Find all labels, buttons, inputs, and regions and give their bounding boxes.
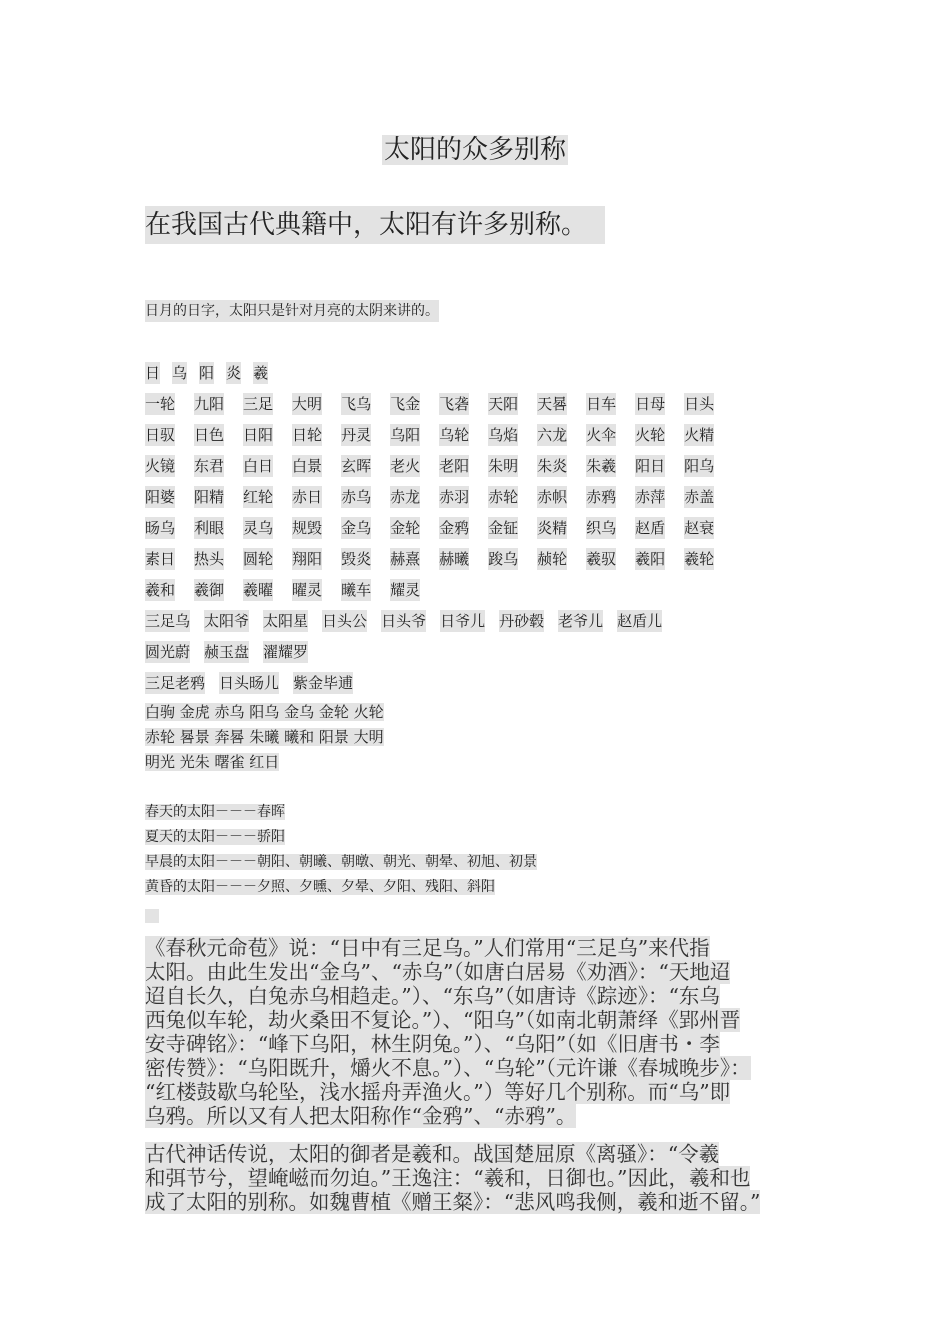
alias-name: 热头 <box>194 550 225 568</box>
alias-name: 旸乌 <box>145 519 176 537</box>
alias-name: 赫熹 <box>390 550 421 568</box>
alias-name: 阳精 <box>194 488 225 506</box>
paragraph-line: 乌鸦。所以又有人把太阳称作“金鸦”、“赤鸦”。 <box>145 1104 577 1128</box>
alias-name: 圆光蔚 <box>145 643 191 661</box>
paragraph-line: 太阳。由此生发出“金乌”、“赤乌”（如唐白居易《劝酒》：“天地迢 <box>145 960 731 984</box>
alias-name: 玄晖 <box>341 457 372 475</box>
alias-name: 赤日 <box>292 488 323 506</box>
alias-name: 羲和 <box>145 581 176 599</box>
alias-name: 日色 <box>194 426 225 444</box>
alias-name: 火精 <box>684 426 715 444</box>
alias-name: 赫曦 <box>439 550 470 568</box>
alias-name: 踆乌 <box>488 550 519 568</box>
alias-name: 丹灵 <box>341 426 372 444</box>
alias-name: 赤乌 <box>341 488 372 506</box>
alias-name: 赪玉盘 <box>204 643 250 661</box>
alias-name: 天晷 <box>537 395 568 413</box>
alias-name: 日轮 <box>292 426 323 444</box>
alias-name: 赤鸦 <box>586 488 617 506</box>
alias-name: 圆轮 <box>243 550 274 568</box>
alias-name-grid <box>145 362 745 703</box>
paragraph-line: 迢自长久，白兔赤乌相趋走。”）、“东乌”（如唐诗《踪迹》：“东乌 <box>145 984 720 1008</box>
alias-name-row <box>145 455 745 486</box>
alias-name: 乌轮 <box>439 426 470 444</box>
alias-name: 火镜 <box>145 457 176 475</box>
document-subtitle: 在我国古代典籍中，太阳有许多别称。 <box>145 206 605 244</box>
alias-name: 日车 <box>586 395 617 413</box>
alias-name: 赤萍 <box>635 488 666 506</box>
alias-name: 炎 <box>226 364 242 382</box>
alias-name-row <box>145 393 745 424</box>
alias-name: 耀灵 <box>390 581 421 599</box>
alias-name: 九阳 <box>194 395 225 413</box>
paragraph-line: 《春秋元命苞》说：“日中有三足乌。”人们常用“三足乌”来代指 <box>145 936 710 960</box>
alias-compact-row: 白驹 金虎 赤乌 阳乌 金乌 金轮 火轮 <box>145 703 384 721</box>
paragraph-line: 安寺碑铭》：“峰下乌阳，林生阴兔。”）、“乌阳”（如《旧唐书・李 <box>145 1032 720 1056</box>
paragraph-three-legged-crow <box>145 936 810 1128</box>
alias-compact-row: 明光 光朱 曙雀 红日 <box>145 753 280 771</box>
alias-name: 曜灵 <box>292 581 323 599</box>
alias-name: 金轮 <box>390 519 421 537</box>
alias-name: 赵盾 <box>635 519 666 537</box>
alias-name: 金乌 <box>341 519 372 537</box>
alias-name: 日母 <box>635 395 666 413</box>
alias-name: 素日 <box>145 550 176 568</box>
alias-name: 羲轮 <box>684 550 715 568</box>
alias-name: 太阳星 <box>263 612 309 630</box>
alias-compact-row: 赤轮 晷景 奔晷 朱曦 曦和 阳景 大明 <box>145 728 384 746</box>
alias-name: 赵衰 <box>684 519 715 537</box>
alias-name: 六龙 <box>537 426 568 444</box>
alias-name: 红轮 <box>243 488 274 506</box>
alias-name: 阳婆 <box>145 488 176 506</box>
alias-name: 三足 <box>243 395 274 413</box>
alias-name: 曦车 <box>341 581 372 599</box>
alias-name-row <box>145 548 745 579</box>
alias-name: 织乌 <box>586 519 617 537</box>
alias-name: 日 <box>145 364 161 382</box>
alias-name: 赵盾儿 <box>617 612 663 630</box>
alias-name-row <box>145 672 745 703</box>
alias-name: 赤轮 <box>488 488 519 506</box>
alias-name: 羲御 <box>194 581 225 599</box>
alias-name: 炎精 <box>537 519 568 537</box>
alias-name: 日阳 <box>243 426 274 444</box>
alias-name: 天阳 <box>488 395 519 413</box>
alias-name: 乌 <box>172 364 188 382</box>
alias-name: 规毁 <box>292 519 323 537</box>
alias-name: 羲阳 <box>635 550 666 568</box>
season-line: 春天的太阳－－－春晖 <box>145 804 285 820</box>
alias-name: 羲曜 <box>243 581 274 599</box>
alias-name: 火轮 <box>635 426 666 444</box>
alias-name: 赤盖 <box>684 488 715 506</box>
alias-name: 白日 <box>243 457 274 475</box>
season-line: 夏天的太阳－－－骄阳 <box>145 829 285 845</box>
alias-name: 赤羽 <box>439 488 470 506</box>
paragraph-line: 和弭节兮，望崦嵫而勿迫。”王逸注：“羲和，日御也。”因此，羲和也 <box>145 1166 751 1190</box>
alias-name: 阳乌 <box>684 457 715 475</box>
alias-name: 日驭 <box>145 426 176 444</box>
alias-name-row <box>145 486 745 517</box>
alias-name: 一轮 <box>145 395 176 413</box>
alias-name: 三足老鸦 <box>145 674 206 692</box>
alias-name: 金钲 <box>488 519 519 537</box>
paragraph-line: “红楼鼓歇乌轮坠，浅水摇舟弄渔火。”）等好几个别称。而“乌”即 <box>145 1080 731 1104</box>
paragraph-line: 西兔似车轮，劫火桑田不复论。”）、“阳乌”（如南北朝萧绎《郢州晋 <box>145 1008 741 1032</box>
alias-name: 老火 <box>390 457 421 475</box>
paragraph-line: 古代神话传说，太阳的御者是羲和。战国楚屈原《离骚》：“令羲 <box>145 1142 720 1166</box>
season-line: 黄昏的太阳－－－夕照、夕曛、夕晕、夕阳、残阳、斜阳 <box>145 879 495 895</box>
alias-name: 老爷儿 <box>558 612 604 630</box>
alias-name-row <box>145 641 745 672</box>
alias-name: 丹砂毂 <box>499 612 545 630</box>
alias-name: 乌焰 <box>488 426 519 444</box>
alias-name: 利眼 <box>194 519 225 537</box>
alias-name: 金鸦 <box>439 519 470 537</box>
alias-name: 赤龙 <box>390 488 421 506</box>
alias-name: 濯耀罗 <box>263 643 309 661</box>
alias-name: 日头旸儿 <box>219 674 280 692</box>
alias-name: 羲 <box>253 364 269 382</box>
alias-name: 阳 <box>199 364 215 382</box>
alias-name: 飞乌 <box>341 395 372 413</box>
alias-name: 灵乌 <box>243 519 274 537</box>
alias-name: 日爷儿 <box>440 612 486 630</box>
paragraph-line: 成了太阳的别称。如魏曹植《赠王粲》：“悲风鸣我侧，羲和逝不留。” <box>145 1190 761 1214</box>
season-aliases <box>145 801 537 901</box>
alias-name: 飞金 <box>390 395 421 413</box>
alias-name: 赪轮 <box>537 550 568 568</box>
alias-name: 朱炎 <box>537 457 568 475</box>
alias-name: 毁炎 <box>341 550 372 568</box>
alias-name: 老阳 <box>439 457 470 475</box>
alias-name: 太阳爷 <box>204 612 250 630</box>
intro-text: 日月的日字，太阳只是针对月亮的太阴来讲的。 <box>145 300 439 322</box>
alias-name: 阳日 <box>635 457 666 475</box>
alias-name: 翔阳 <box>292 550 323 568</box>
alias-name-row <box>145 362 745 393</box>
document-title: 太阳的众多别称 <box>383 135 566 165</box>
alias-name: 东君 <box>194 457 225 475</box>
alias-name-row <box>145 517 745 548</box>
alias-name-row <box>145 610 745 641</box>
alias-compact-list <box>145 701 384 776</box>
season-line: 早晨的太阳－－－朝阳、朝曦、朝暾、朝光、朝晕、初旭、初景 <box>145 854 537 870</box>
alias-name: 朱明 <box>488 457 519 475</box>
alias-name: 日头爷 <box>381 612 427 630</box>
alias-name: 白景 <box>292 457 323 475</box>
paragraph-xihe <box>145 1142 810 1214</box>
alias-name-row <box>145 579 745 610</box>
alias-name: 日头 <box>684 395 715 413</box>
alias-name: 大明 <box>292 395 323 413</box>
paragraph-line: 密传赞》：“乌阳既升，爝火不息。”）、“乌轮”（元许谦《春城晚步》： <box>145 1056 751 1080</box>
alias-name: 火伞 <box>586 426 617 444</box>
alias-name: 日头公 <box>322 612 368 630</box>
alias-name: 赤帜 <box>537 488 568 506</box>
alias-name: 羲驭 <box>586 550 617 568</box>
alias-name: 飞砻 <box>439 395 470 413</box>
alias-name-row <box>145 424 745 455</box>
alias-name: 朱羲 <box>586 457 617 475</box>
highlight-marker <box>145 909 159 923</box>
alias-name: 三足乌 <box>145 612 191 630</box>
alias-name: 乌阳 <box>390 426 421 444</box>
alias-name: 紫金毕逋 <box>293 674 354 692</box>
